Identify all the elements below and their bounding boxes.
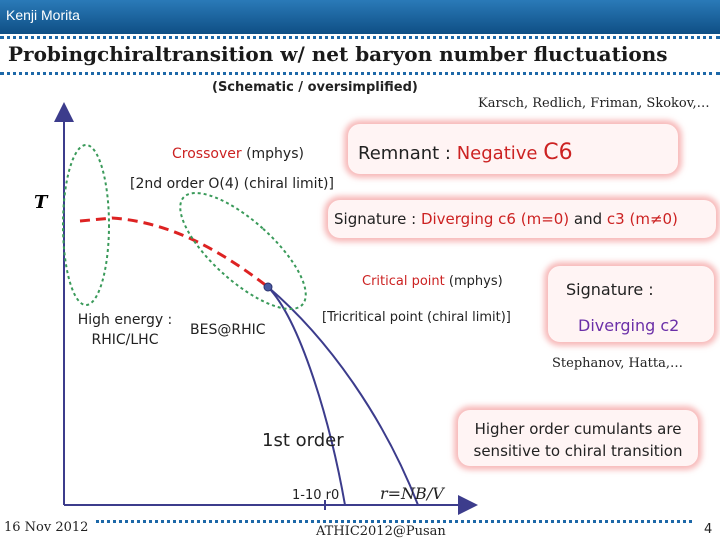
- tricritical-label: [Tricritical point (chiral limit)]: [322, 310, 511, 325]
- signature1-prefix: Signature :: [334, 210, 421, 228]
- signature2-value: Diverging c2: [578, 316, 680, 335]
- signature1-mid: and: [569, 210, 607, 228]
- high-energy-label: High energy :: [77, 312, 173, 328]
- remnant-text: [358, 140, 573, 165]
- bes-ellipse: [163, 175, 322, 327]
- signature1-text: [334, 210, 678, 228]
- signature1-highlight-b: c3 (m≠0): [606, 210, 678, 228]
- y-axis-label: T: [34, 192, 48, 213]
- crossover-dashed-line: [80, 218, 268, 287]
- signature-box-2: [548, 266, 714, 342]
- second-order-label: [2nd order O(4) (chiral limit)]: [130, 176, 334, 192]
- high-energy-sub: RHIC/LHC: [91, 332, 159, 348]
- cumulants-box: [458, 410, 698, 466]
- remnant-highlight: Negative: [456, 143, 538, 164]
- footer-date: 16 Nov 2012: [4, 520, 89, 535]
- cumulants-line-2: sensitive to chiral transition: [473, 442, 683, 460]
- signature-box-1: [328, 200, 716, 238]
- subtitle: (Schematic / oversimplified): [212, 80, 418, 95]
- slide-title: Probingchiraltransition w/ net baryon number fluctuations: [8, 42, 668, 66]
- critical-point-dot: [264, 283, 272, 291]
- signature2-title: Signature :: [566, 280, 654, 299]
- author-name: Kenji Morita: [6, 7, 80, 23]
- crossover-label: Crossover: [172, 146, 242, 162]
- bes-label: BES@RHIC: [190, 322, 266, 338]
- footer-dotted-divider: [96, 520, 692, 523]
- crossover-sub: (mphys): [246, 146, 304, 162]
- page-number: 4: [704, 522, 713, 537]
- critical-point-sub: (mphys): [448, 274, 503, 289]
- footer-conference: ATHIC2012@Pusan: [316, 524, 446, 539]
- critical-point-label: Critical point: [362, 274, 445, 289]
- high-energy-ellipse: [63, 145, 109, 305]
- x-tick-label: 1-10 r0: [292, 488, 340, 503]
- remnant-box: [348, 124, 678, 174]
- citation-bottom: Stephanov, Hatta,…: [552, 356, 683, 371]
- cumulants-line-1: Higher order cumulants are: [474, 420, 682, 438]
- citation-top: Karsch, Redlich, Friman, Skokov,…: [478, 96, 710, 111]
- x-axis-label: r=NB/V: [380, 484, 444, 503]
- high-energy-text: [74, 312, 176, 348]
- critical-point-text: [362, 274, 503, 289]
- first-order-label: 1st order: [262, 430, 344, 451]
- crossover-text: [172, 146, 304, 162]
- remnant-c6: C6: [543, 140, 573, 165]
- remnant-prefix: Remnant :: [358, 143, 457, 164]
- signature1-highlight-a: Diverging c6 (m=0): [420, 210, 570, 228]
